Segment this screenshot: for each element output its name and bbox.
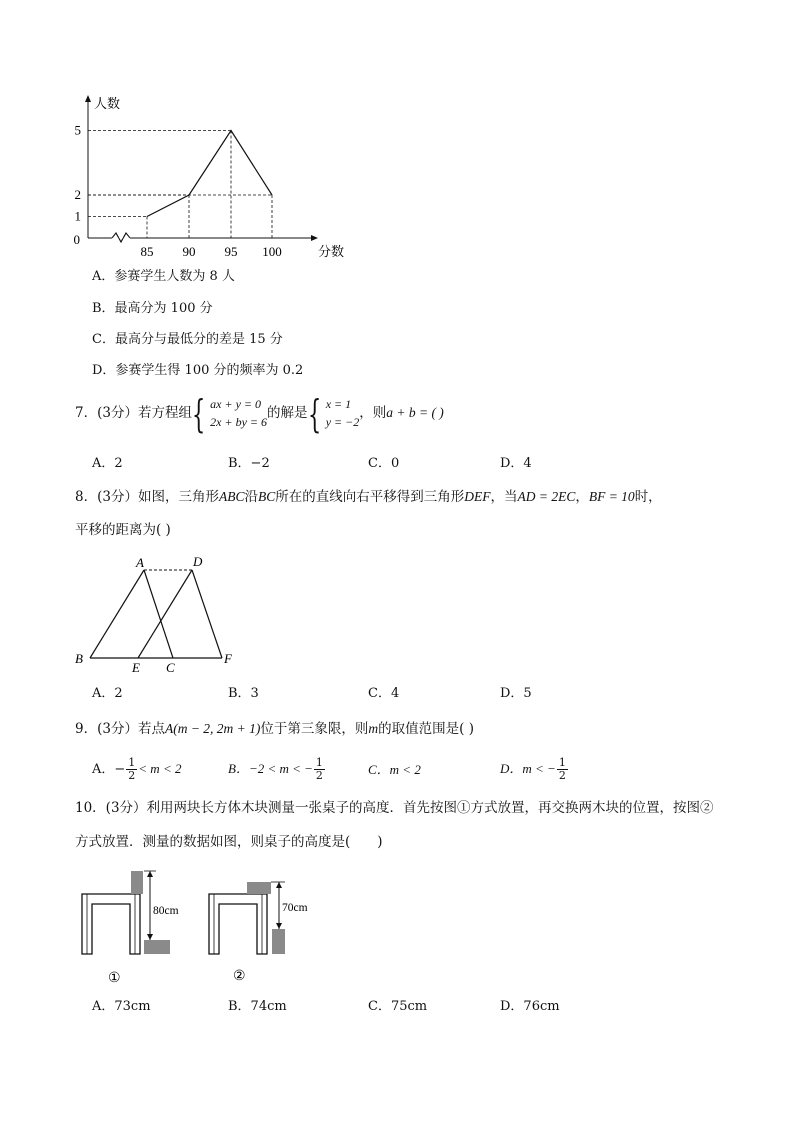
q9-option-b[interactable]: [228, 756, 326, 783]
q7-suffix: ，则: [359, 405, 387, 421]
segment-ab: [90, 570, 144, 658]
q8-translation-figure: [72, 552, 242, 680]
frac-num: 1: [315, 755, 323, 769]
x-tick-label-95: 95: [224, 244, 238, 259]
table-2: [209, 894, 267, 954]
q8-stem-line1: [75, 490, 662, 505]
q10-stem-line1: 10．(3分）利用两块长方体木块测量一张桌子的高度．首先按图①方式放置，再交换两木块的位置，按图②: [75, 800, 714, 816]
q9-option-a[interactable]: [92, 756, 181, 783]
frac-num: 1: [558, 755, 566, 769]
frac-den: 2: [558, 769, 566, 782]
table-1: [82, 894, 140, 954]
q7-brace-2: {: [307, 391, 321, 436]
q7-option-b[interactable]: B．−2: [228, 456, 270, 471]
label-b: B: [75, 651, 83, 666]
label-d: D: [193, 554, 203, 569]
q6-option-b[interactable]: B．最高分为 100 分: [92, 301, 213, 316]
q8-triangle-abc: ABC: [218, 489, 245, 504]
q10-option-b[interactable]: B．74cm: [228, 999, 287, 1014]
q7-expr: a + b = ( ): [386, 405, 444, 420]
q9-option-a-pre: A．−: [92, 762, 126, 777]
block-1-on-table: [131, 871, 143, 894]
q8-option-d[interactable]: D．5: [500, 686, 532, 701]
q8-text-b: 沿: [244, 489, 258, 505]
frac-den: 2: [315, 769, 323, 782]
q9-stem: [75, 722, 474, 737]
y-axis-label: 人数: [94, 96, 121, 111]
y-axis-arrow: [85, 95, 91, 102]
segment-ac: [144, 570, 173, 658]
y-tick-label-5: 5: [74, 122, 81, 138]
q6-option-d[interactable]: D．参赛学生得 100 分的频率为 0.2: [92, 363, 304, 378]
segment-de: [138, 570, 192, 658]
q6-option-a[interactable]: A．参赛学生人数为 8 人: [92, 269, 235, 284]
q9-option-d[interactable]: [500, 756, 569, 783]
q8-option-c[interactable]: C．4: [368, 686, 400, 701]
q9-option-b-pre: B．−2 < m < −: [228, 761, 313, 776]
q8-text-e: ，: [575, 489, 589, 505]
q10-option-a[interactable]: A．73cm: [92, 999, 151, 1014]
q8-condition-1: AD = 2EC: [517, 489, 576, 504]
q9-option-d-fraction: [557, 757, 568, 782]
q7-option-a[interactable]: A．2: [92, 456, 123, 471]
q9-middle: 位于第三象限，则: [260, 721, 369, 737]
y-tick-label-2: 2: [74, 187, 81, 202]
q10-option-c[interactable]: C．75cm: [368, 999, 428, 1014]
q10-stem-line2: 方式放置．测量的数据如图，则桌子的高度是( ): [75, 834, 383, 850]
label-a: A: [136, 555, 144, 570]
measure-1-arrow-top: [147, 871, 153, 877]
q9-option-b-fraction: [314, 757, 325, 782]
q8-condition-2: BF = 10: [588, 489, 635, 504]
q9-option-a-fraction: [126, 757, 137, 782]
q7-middle: 的解是: [267, 405, 308, 421]
origin-label: 0: [73, 232, 80, 247]
q9-option-d-pre: D．m < −: [500, 761, 556, 776]
segment-df: [192, 570, 222, 658]
q7-solution: [326, 396, 360, 431]
measure-1-arrow-bottom: [147, 934, 153, 940]
x-axis-label: 分数: [318, 244, 345, 259]
q8-text-f: 时，: [634, 489, 662, 505]
q9-option-c[interactable]: C．m < 2: [368, 762, 421, 777]
q8-option-a[interactable]: A．2: [92, 686, 123, 701]
measure-2-label: 70cm: [282, 902, 308, 914]
x-tick-label-90: 90: [182, 244, 196, 259]
q8-option-b[interactable]: B．3: [228, 686, 259, 701]
score-line-chart: [60, 88, 360, 263]
q7-equation-system: [210, 396, 267, 431]
q7-option-c[interactable]: C．0: [368, 456, 400, 471]
measure-2-arrow-top: [276, 882, 282, 888]
q7-brace-1: {: [191, 391, 206, 436]
block-1-on-floor: [272, 929, 285, 954]
q8-triangle-def: DEF: [464, 489, 491, 504]
q10-table-figure-1: [78, 866, 198, 986]
q9-point: A(m − 2, 2m + 1): [164, 721, 261, 736]
q7-sol1: x = 1: [325, 397, 352, 412]
block-2-on-floor: [144, 940, 170, 954]
frac-den: 2: [128, 769, 136, 782]
q8-text-c: 所在的直线向右平移得到三角形: [275, 489, 465, 505]
q7-option-d[interactable]: D．4: [500, 456, 532, 471]
y-tick-label-1: 1: [74, 208, 81, 224]
q7-eq1: ax + y = 0: [210, 397, 261, 412]
q6-option-c[interactable]: C．最高分与最低分的差是 15 分: [92, 332, 283, 347]
q7-eq2: 2x + by = 6: [210, 414, 267, 429]
q8-stem-line2: 平移的距离为( ): [75, 522, 171, 538]
q9-option-a-post: < m < 2: [138, 761, 182, 776]
q8-text-d: ，当: [490, 489, 518, 505]
frac-num: 1: [128, 755, 136, 769]
figure-2-label: ②: [233, 969, 246, 984]
q9-variable-m: m: [368, 721, 379, 736]
measure-1-label: 80cm: [153, 905, 179, 917]
q7-sol2: y = −2: [325, 414, 360, 429]
series-line: [147, 131, 272, 217]
label-f: F: [224, 651, 232, 666]
figure-1-label: ①: [108, 971, 121, 986]
q7-stem: [75, 391, 444, 436]
q9-suffix: 的取值范围是( ): [378, 721, 474, 737]
block-2-on-table: [247, 882, 271, 894]
label-e: E: [132, 660, 140, 675]
q10-table-figure-2: [205, 866, 325, 986]
q9-prefix: 9．(3分）若点: [75, 721, 165, 737]
measure-2-arrow-bottom: [276, 923, 282, 929]
x-tick-label-100: 100: [262, 244, 282, 259]
x-axis-arrow: [311, 235, 318, 241]
q10-option-d[interactable]: D．76cm: [500, 999, 560, 1014]
q7-prefix: 7．(3分）若方程组: [75, 405, 192, 421]
q8-segment-bc: BC: [257, 489, 276, 504]
label-c: C: [166, 660, 175, 675]
q8-text-a: 8．(3分）如图，三角形: [75, 489, 219, 505]
x-tick-label-85: 85: [140, 244, 154, 259]
